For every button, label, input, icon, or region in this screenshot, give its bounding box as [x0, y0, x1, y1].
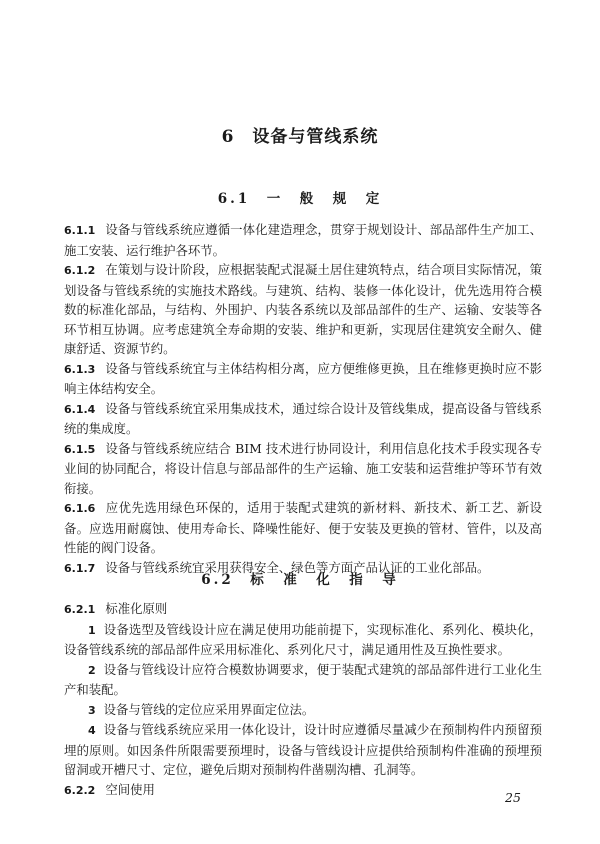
clause-6-1-1: 6.1.1 设备与管线系统应遵循一体化建造理念，贯穿于规划设计、部品部件生产加工、施工安装、运行维护各环节。 — [64, 222, 542, 258]
item-2: 2 设备与管线设计应符合模数协调要求，便于装配式建筑的部品部件进行工业化生产和装配。 — [64, 661, 542, 697]
clause-6-1-5: 6.1.5 设备与管线系统应结合 BIM 技术进行协同设计，利用信息化技术手段实现各专业间的协同配合，将设计信息与部品部件的生产运输、施工安装和运营维护等环节有效衔接。 — [64, 440, 542, 496]
clause-6-1-4: 6.1.4 设备与管线系统宜采用集成技术，通过综合设计及管线集成，提高设备与管线系统的集成度。 — [64, 400, 542, 436]
chapter-title: 6 设备与管线系统 — [221, 127, 379, 147]
section-title-6-2: 6.2 标 准 化 指 导 — [201, 572, 399, 588]
item-4: 4 设备与管线系统应采用一体化设计，设计时应遵循尽量减少在预制构件内预留预埋的原则。如因条件所限需要预埋时，设备与管线设计应提供给预制构件准确的预埋预留洞或开槽尺寸、定位，避免后期对预制构件凿剔沟槽、孔洞等。 — [64, 722, 542, 777]
item-3: 3 设备与管线的定位应采用界面定位法。 — [88, 701, 315, 717]
section-6-2-body — [64, 599, 542, 800]
section-6-1-body — [64, 220, 542, 578]
clause-6-2-2: 6.2.2 空间使用 — [64, 781, 155, 797]
clause-6-1-6: 6.1.6 应优先选用绿色环保的，适用于装配式建筑的新材料、新技术、新工艺、新设备。应选用耐腐蚀、使用寿命长、降噪性能好、便于安装及更换的管材、管件，以及高性能的阀门设备。 — [64, 500, 542, 555]
section-title-6-1: 6.1 一 般 规 定 — [217, 191, 383, 207]
clause-6-1-3: 6.1.3 设备与管线系统宜与主体结构相分离，应方便维修更换，且在维修更换时应不影响主体结构安全。 — [64, 360, 542, 396]
clause-6-1-2: 6.1.2 在策划与设计阶段，应根据装配式混凝土居住建筑特点，结合项目实际情况，策划设备与管线系统的实施技术路线。与建筑、结构、装修一体化设计，优先选用符合模数的标准化部品，与结构、外围护、内装各系统以及部品部件的生产、运输、安装等各环节相互协调。应考虑建筑全寿命期的安装、维护和更新，实现居住建筑安全耐久、健康舒适、资源节约。 — [64, 262, 542, 356]
page-number: 25 — [505, 790, 521, 805]
clause-6-1-7: 6.1.7 设备与管线系统宜采用获得安全、绿色等方面产品认证的工业化部品。 — [64, 559, 490, 575]
clause-6-2-1: 6.2.1 标准化原则 — [64, 601, 168, 616]
item-1: 1 设备选型及管线设计应在满足使用功能前提下，实现标准化、系列化、模块化，设备管线系统的部品部件应采用标准化、系列化尺寸，满足通用性及互换性要求。 — [64, 621, 542, 657]
